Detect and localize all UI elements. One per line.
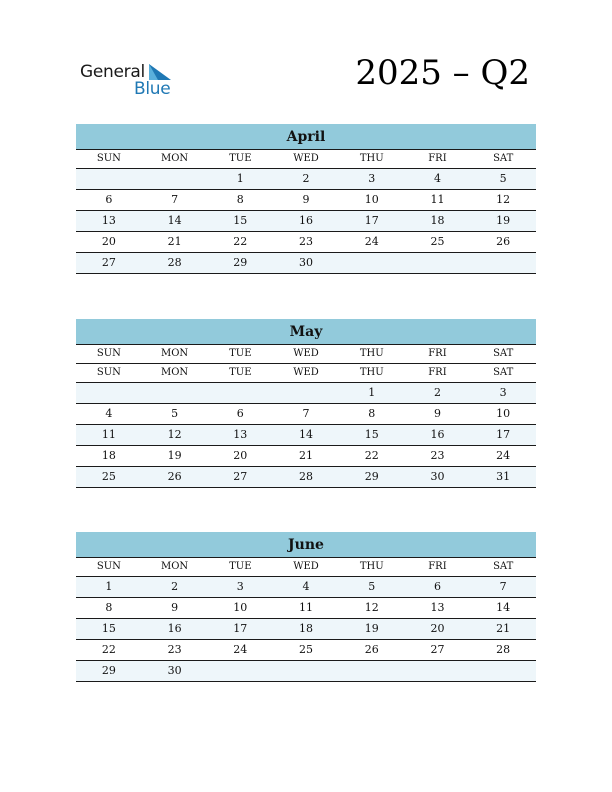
day-cell: 18 [430, 214, 445, 227]
day-cell: 8 [105, 601, 113, 614]
day-cell [207, 661, 273, 681]
day-cell: 6 [433, 580, 441, 593]
weekday-label: FRI [428, 348, 447, 359]
day-cell [142, 383, 208, 403]
day-cell: 6 [236, 407, 244, 420]
weekday-label: SAT [493, 367, 514, 378]
day-cell: 15 [233, 214, 248, 227]
weekday-label: TUE [229, 348, 252, 359]
day-cell [470, 661, 536, 681]
day-cell: 1 [368, 386, 376, 399]
day-cell: 28 [299, 470, 314, 483]
week-row [76, 467, 536, 488]
day-cell: 23 [299, 235, 314, 248]
day-cell: 19 [167, 449, 182, 462]
day-cell: 24 [364, 235, 379, 248]
day-cell: 1 [236, 172, 244, 185]
day-cell: 26 [364, 643, 379, 656]
day-cell: 2 [433, 386, 441, 399]
day-cell: 27 [101, 256, 116, 269]
day-cell: 21 [299, 449, 314, 462]
weekday-label: THU [359, 153, 384, 164]
weekday-label: FRI [428, 367, 447, 378]
day-cell: 13 [233, 428, 248, 441]
day-cell: 10 [364, 193, 379, 206]
triangle-logo-icon [149, 64, 171, 80]
day-cell: 9 [171, 601, 179, 614]
day-cell [76, 383, 142, 403]
day-cell: 11 [430, 193, 445, 206]
day-cell: 9 [433, 407, 441, 420]
day-cell [339, 253, 405, 273]
day-cell: 3 [236, 580, 244, 593]
day-cell: 18 [101, 449, 116, 462]
day-cell: 4 [105, 407, 113, 420]
day-cell: 4 [433, 172, 441, 185]
month-may [76, 319, 536, 488]
weekday-label: SUN [96, 561, 121, 572]
day-cell: 23 [430, 449, 445, 462]
weekday-label: TUE [229, 153, 252, 164]
day-cell: 21 [167, 235, 182, 248]
day-cell: 5 [171, 407, 179, 420]
day-cell: 28 [167, 256, 182, 269]
week-row [76, 232, 536, 253]
weekday-label: SUN [96, 153, 121, 164]
weekday-label: SAT [493, 348, 514, 359]
weekday-label: MON [160, 348, 189, 359]
weekday-header-row [76, 150, 536, 169]
day-cell: 19 [496, 214, 511, 227]
day-cell: 5 [499, 172, 507, 185]
day-cell [405, 253, 471, 273]
day-cell: 29 [364, 470, 379, 483]
weekday-label: SAT [493, 153, 514, 164]
day-cell: 25 [101, 470, 116, 483]
weekday-label: THU [359, 561, 384, 572]
day-cell [142, 169, 208, 189]
day-cell: 8 [236, 193, 244, 206]
week-row [76, 190, 536, 211]
day-cell: 13 [101, 214, 116, 227]
day-cell: 16 [430, 428, 445, 441]
weekday-label: SAT [493, 561, 514, 572]
day-cell: 14 [167, 214, 182, 227]
day-cell: 26 [167, 470, 182, 483]
day-cell: 12 [167, 428, 182, 441]
month-name: April [76, 124, 536, 150]
day-cell [470, 253, 536, 273]
day-cell: 26 [496, 235, 511, 248]
day-cell: 30 [430, 470, 445, 483]
day-cell: 14 [299, 428, 314, 441]
day-cell: 2 [171, 580, 179, 593]
week-row [76, 211, 536, 232]
page-title: 2025 – Q2 [355, 53, 530, 93]
weekday-label: TUE [229, 561, 252, 572]
day-cell: 12 [364, 601, 379, 614]
day-cell: 7 [499, 580, 507, 593]
day-cell [207, 383, 273, 403]
weekday-label: SUN [96, 348, 121, 359]
day-cell: 14 [496, 601, 511, 614]
day-cell [273, 383, 339, 403]
week-row [76, 661, 536, 682]
day-cell: 10 [496, 407, 511, 420]
weekday-label: WED [293, 348, 319, 359]
weekday-label: WED [293, 153, 319, 164]
weekday-label: SUN [96, 367, 121, 378]
week-row [76, 169, 536, 190]
day-cell: 6 [105, 193, 113, 206]
day-cell: 5 [368, 580, 376, 593]
day-cell: 28 [496, 643, 511, 656]
weekday-label: WED [293, 561, 319, 572]
day-cell: 3 [499, 386, 507, 399]
day-cell: 15 [101, 622, 116, 635]
weekday-label: TUE [229, 367, 252, 378]
day-cell: 2 [302, 172, 310, 185]
day-cell: 17 [364, 214, 379, 227]
day-cell: 22 [101, 643, 116, 656]
day-cell: 21 [496, 622, 511, 635]
brand-word-blue: Blue [134, 79, 171, 99]
day-cell: 24 [496, 449, 511, 462]
month-name: May [76, 319, 536, 345]
week-row [76, 640, 536, 661]
day-cell: 27 [430, 643, 445, 656]
week-row [76, 598, 536, 619]
day-cell: 29 [101, 664, 116, 677]
brand-logo [80, 60, 180, 100]
weekday-label: THU [359, 348, 384, 359]
month-name: June [76, 532, 536, 558]
day-cell: 11 [101, 428, 116, 441]
week-row [76, 577, 536, 598]
day-cell [339, 661, 405, 681]
weekday-label: FRI [428, 153, 447, 164]
day-cell: 12 [496, 193, 511, 206]
day-cell: 19 [364, 622, 379, 635]
weekday-label: FRI [428, 561, 447, 572]
day-cell: 17 [496, 428, 511, 441]
week-row [76, 425, 536, 446]
day-cell: 4 [302, 580, 310, 593]
day-cell: 25 [430, 235, 445, 248]
day-cell: 22 [364, 449, 379, 462]
weekday-label: THU [359, 367, 384, 378]
day-cell: 17 [233, 622, 248, 635]
weekday-label: MON [160, 561, 189, 572]
weekday-header-row [76, 558, 536, 577]
day-cell: 16 [167, 622, 182, 635]
day-cell: 7 [171, 193, 179, 206]
day-cell: 18 [299, 622, 314, 635]
day-cell: 22 [233, 235, 248, 248]
week-row [76, 619, 536, 640]
day-cell: 1 [105, 580, 113, 593]
day-cell: 10 [233, 601, 248, 614]
day-cell: 20 [430, 622, 445, 635]
week-row [76, 383, 536, 404]
weekday-label: WED [293, 367, 319, 378]
day-cell: 24 [233, 643, 248, 656]
day-cell: 13 [430, 601, 445, 614]
weekday-header-row [76, 345, 536, 364]
week-row [76, 446, 536, 467]
month-april [76, 124, 536, 274]
day-cell: 27 [233, 470, 248, 483]
brand-word-general: General [80, 62, 145, 82]
weekday-label: MON [160, 153, 189, 164]
day-cell: 15 [364, 428, 379, 441]
day-cell [273, 661, 339, 681]
day-cell: 20 [101, 235, 116, 248]
week-row [76, 404, 536, 425]
day-cell [76, 169, 142, 189]
day-cell: 29 [233, 256, 248, 269]
day-cell: 31 [496, 470, 511, 483]
weekday-header-row [76, 364, 536, 383]
day-cell: 20 [233, 449, 248, 462]
day-cell: 16 [299, 214, 314, 227]
day-cell: 8 [368, 407, 376, 420]
day-cell: 7 [302, 407, 310, 420]
day-cell: 25 [299, 643, 314, 656]
day-cell: 23 [167, 643, 182, 656]
day-cell: 9 [302, 193, 310, 206]
day-cell: 30 [299, 256, 314, 269]
day-cell: 30 [167, 664, 182, 677]
week-row [76, 253, 536, 274]
day-cell [405, 661, 471, 681]
day-cell: 3 [368, 172, 376, 185]
weekday-label: MON [160, 367, 189, 378]
month-june [76, 532, 536, 682]
day-cell: 11 [299, 601, 314, 614]
